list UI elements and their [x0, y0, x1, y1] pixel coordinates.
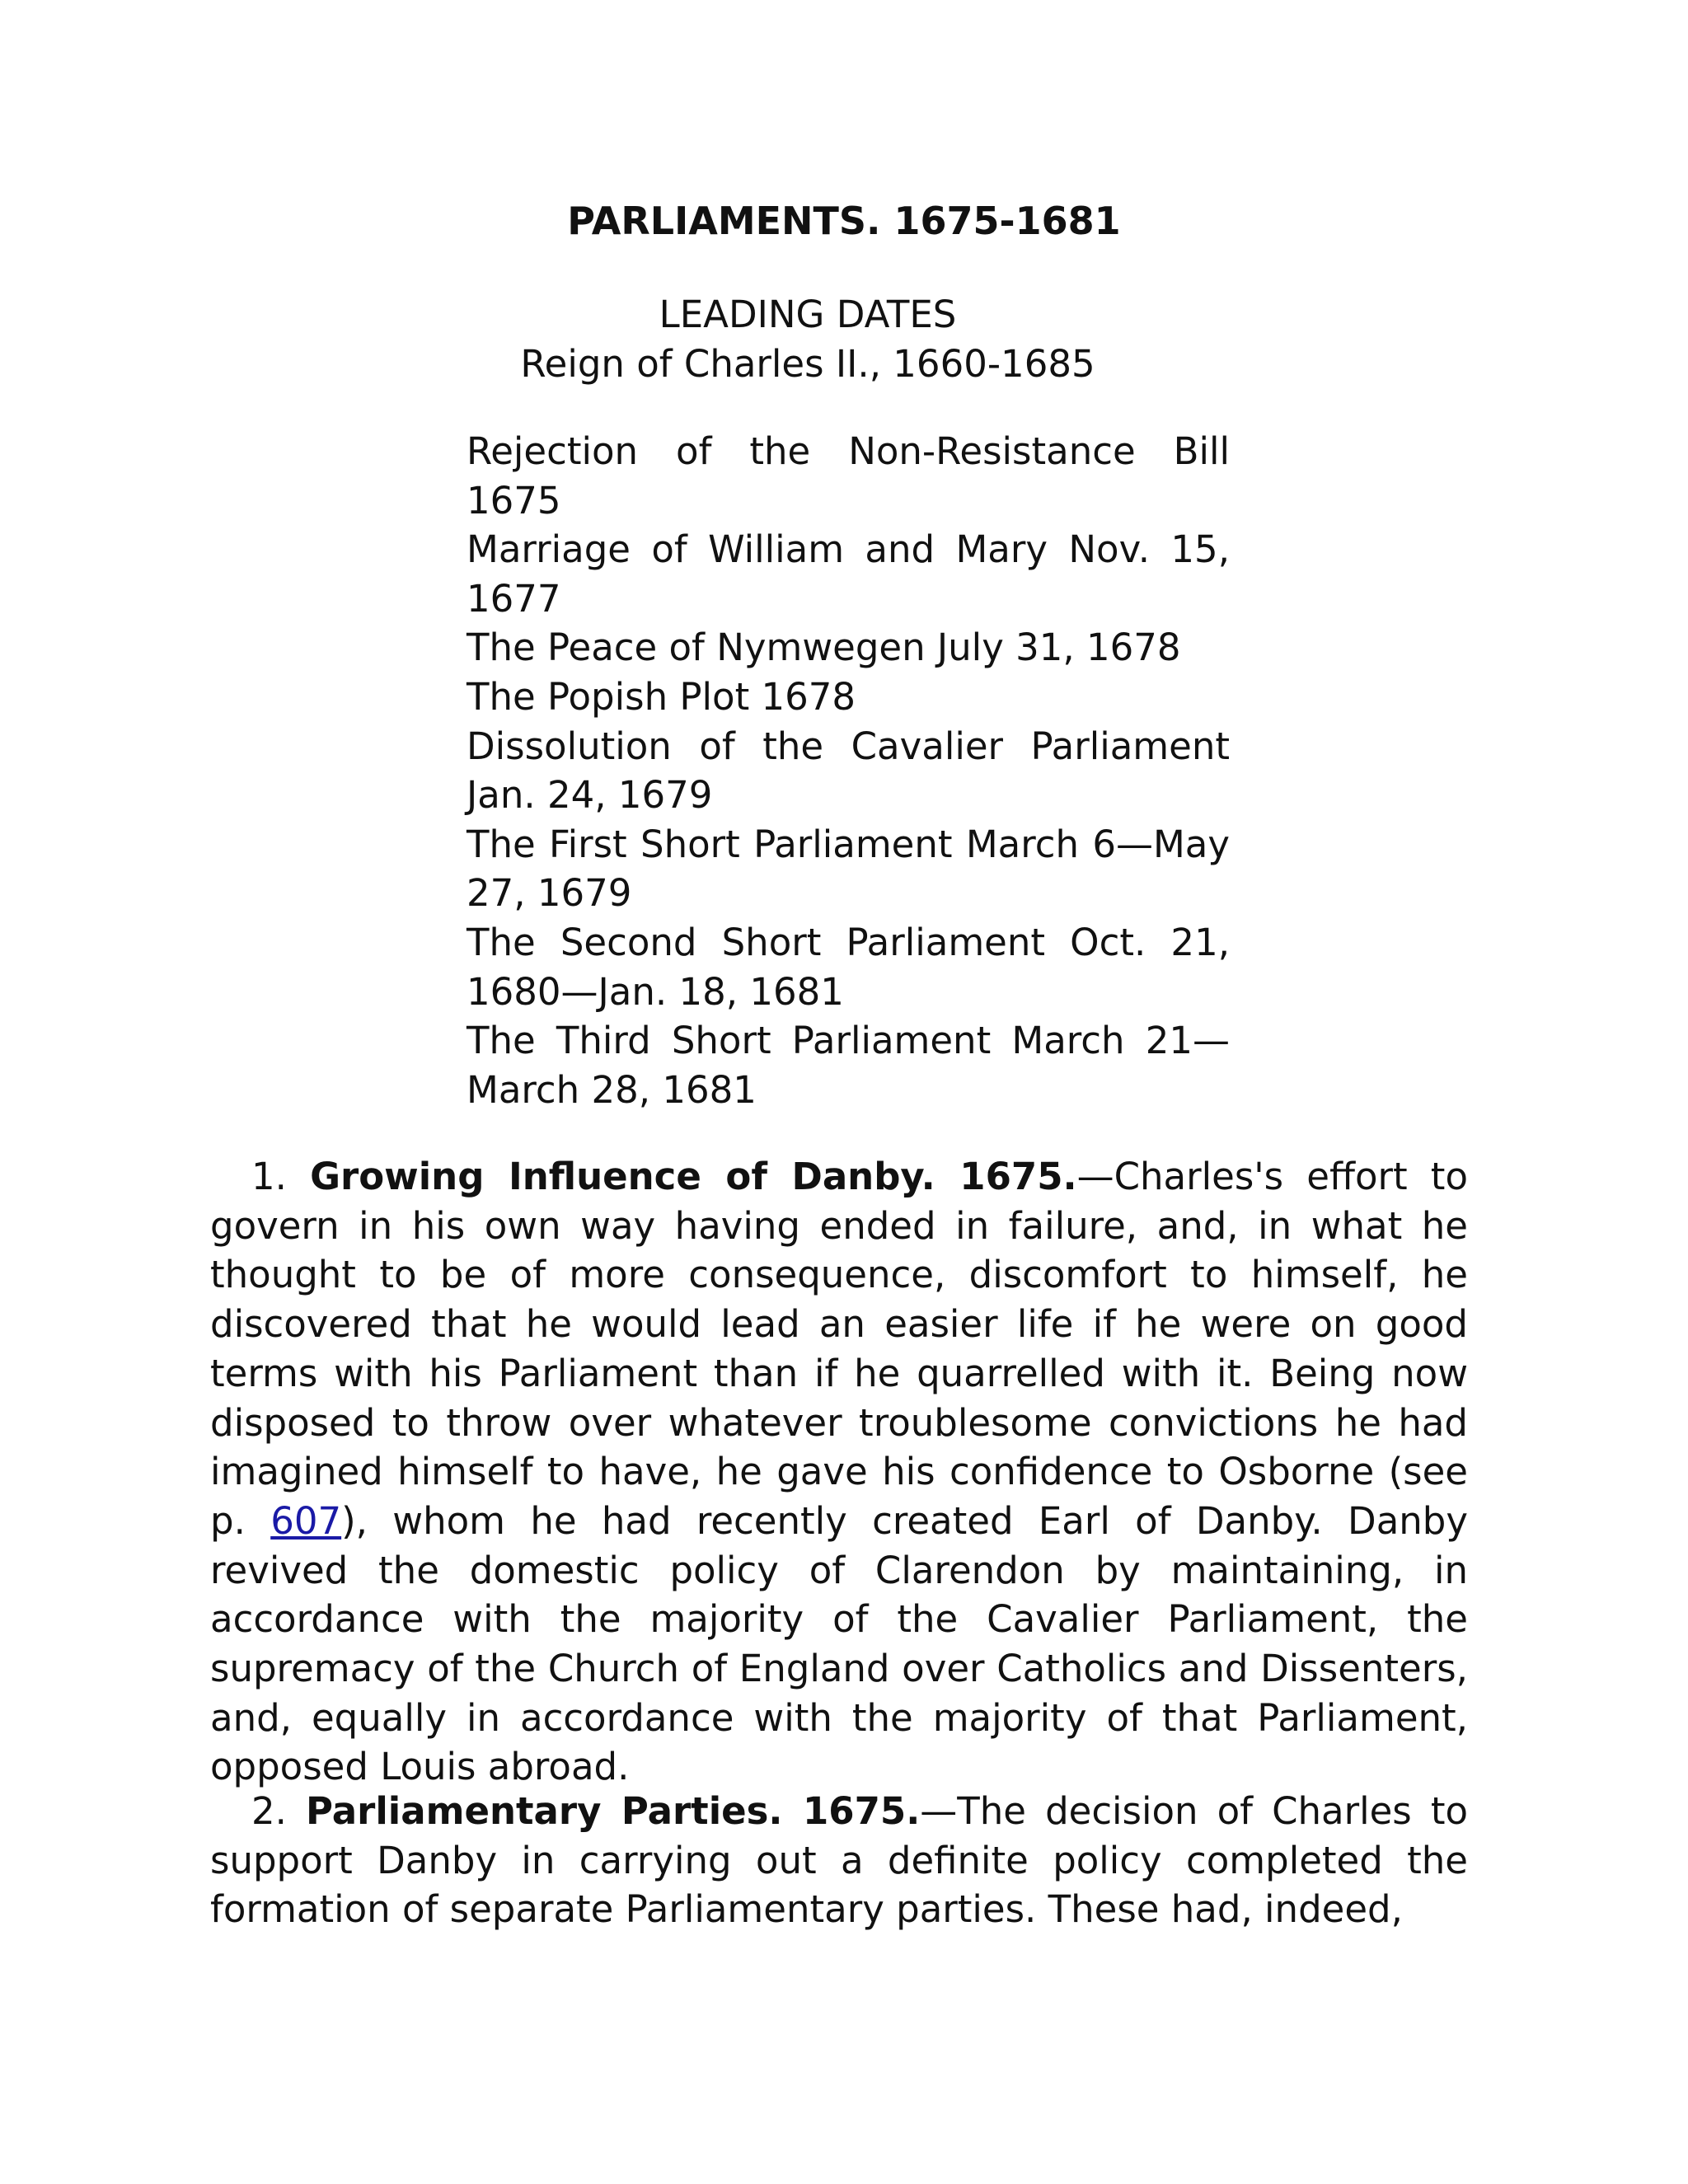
- date-item-marriage: Marriage of William and Mary Nov. 15, 1677: [467, 527, 1230, 621]
- reign-heading: Reign of Charles II., 1660-1685: [520, 342, 1095, 386]
- paragraph-parliamentary-parties: [210, 1787, 1468, 1934]
- date-item-first-short-parliament: The First Short Parliament March 6—May 27, 1679: [467, 822, 1230, 916]
- date-item-peace-nymwegen: The Peace of Nymwegen July 31, 1678: [467, 626, 1181, 670]
- paragraph-heading: Growing Influence of Danby. 1675.: [310, 1155, 1077, 1198]
- date-item-third-short-parliament: The Third Short Parliament March 21—March 28, 1681: [467, 1019, 1230, 1112]
- paragraph-number: 1.: [251, 1155, 287, 1198]
- paragraph-text: —The decision of Charles to support Danby in carrying out a definite policy completed the formation of separate Parliamentary parties. These had, indeed,: [210, 1789, 1468, 1932]
- paragraph-text-continued: ), whom he had recently created Earl of Danby. Danby revived the domestic policy of Clarendon by maintaining, in accordance with the majority of the Cavalier Parliament, the supremacy of the Church of England over Catholics and Dissenters, and, equally in accordance with the majority of that Parliament, opposed Louis abroad.: [210, 1498, 1468, 1789]
- paragraph-number: 2.: [251, 1789, 287, 1833]
- leading-dates-heading: LEADING DATES: [659, 293, 957, 336]
- paragraph-text: —Charles's effort to govern in his own way having ended in failure, and, in what he thought to be of more consequence, discomfort to himself, he discovered that he would lead an easier life if he were on good terms with his Parliament than if he quarrelled with it. Being now disposed to throw over whatever troublesome convictions he had imagined himself to have, he gave his confidence to Osborne (see p.: [210, 1155, 1468, 1543]
- chapter-title: PARLIAMENTS. 1675-1681: [567, 199, 1121, 243]
- paragraph-growing-influence: [210, 1152, 1468, 1792]
- date-item-popish-plot: The Popish Plot 1678: [467, 674, 856, 719]
- date-item-dissolution: Dissolution of the Cavalier Parliament Jan. 24, 1679: [467, 724, 1230, 818]
- leading-dates-list: [467, 427, 1230, 1114]
- date-item-non-resistance-bill: Rejection of the Non-Resistance Bill 1675: [467, 429, 1230, 523]
- date-item-second-short-parliament: The Second Short Parliament Oct. 21, 1680—Jan. 18, 1681: [467, 920, 1230, 1014]
- page-reference-link[interactable]: 607: [270, 1498, 342, 1543]
- paragraph-heading: Parliamentary Parties. 1675.: [306, 1789, 921, 1833]
